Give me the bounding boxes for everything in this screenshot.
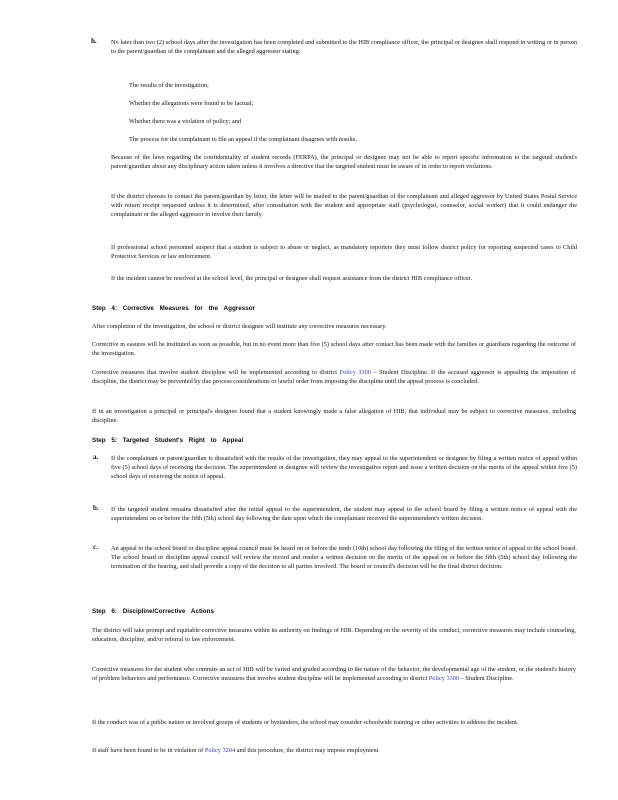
paragraph-text: If the district chooses to contact the parent/guardian by letter, the letter will be mailed to the parent/guardian of the complainant and alleged aggressor by United States Postal Service with return receipt requested unless it is determined, after consultation with the student and appropriate staff (psychologist, counselor, social worker) that it could endanger the complainant or the alleged aggressor to involve their family.	[111, 193, 577, 219]
paragraph-text: If in an investigation a principal or principal's designee found that a student knowingly made a false allegation of HIB, that individual may be subject to corrective measures, including discipline.	[92, 408, 576, 425]
item-marker-h: h.	[91, 37, 97, 45]
paragraph-text: If the complainant or parent/guardian is dissatisfied with the results of the investigation, they may appeal to the superintendent or designee by filing a written notice of appeal within five (5) school days of receiving the decision. The superintendent or designee will review the investigative report and issue a written decision on the merits of the appeal within five (5) school days of receiving the notice of appeal.	[111, 455, 577, 481]
text-run: – Student Discipline. If the accused aggressor is appealing the imposition of discipline, the district may be prevented by due process considerations or lawful order from imposing the discipline until the appeal process is concluded.	[92, 369, 577, 386]
h-incident-paragraph	[111, 274, 577, 283]
bullet-allegations	[111, 99, 253, 108]
text-run: and this procedure, the district may impose employment	[236, 747, 379, 754]
step5-item-a	[111, 454, 577, 481]
paragraph-text: If professional school personnel suspect that a student is subject to abuse or neglect, as mandatory reporters they must follow district policy for reporting suspected cases to Child Protective Services or law enforcement.	[111, 244, 577, 261]
text-run: – Student Discipline.	[460, 675, 514, 683]
h-ferpa-paragraph	[111, 153, 577, 171]
step6-heading: Step 6: Discipline/Corrective Actions	[92, 608, 214, 615]
text-run: If staff have been found to be in violation of	[92, 747, 204, 754]
paragraph-text: An appeal to the school board or discipline appeal council must be heard on or before the tenth (10th) school day following the filing of the written notice of appeal to the school board. The school board or discipline appeal council will review the record and render a written decision on the merits of the appeal on or before the fifth (5th) school day following the termination of the hearing, and shall provide a copy of the decision to all parties involved. The board or council's decision will be the final district decision.	[111, 545, 577, 571]
paragraph-text	[92, 368, 576, 386]
item-marker-b: b.	[93, 504, 99, 512]
item-marker-a: a.	[93, 453, 99, 461]
bullet-text: Whether the allegations were found to be factual;	[129, 100, 254, 107]
h-letter-paragraph	[111, 192, 577, 219]
h-abuse-paragraph	[111, 243, 577, 261]
paragraph-text: Because of the laws regarding the confidentiality of student records (FERPA), the principal or designee may not be able to report specific information to the targeted student's parent/guardian about any disciplinary action taken unless it involves a directive that the targeted student must be aware of in order to report violations.	[111, 154, 577, 171]
policy-3300-link[interactable]: Policy 3300	[428, 675, 460, 683]
step4-p3	[92, 368, 576, 386]
step4-heading: Step 4: Corrective Measures for the Aggressor	[92, 305, 256, 312]
step5-heading: Step 5: Targeted Student's Right to Appeal	[92, 437, 244, 444]
step6-p4	[92, 746, 576, 755]
step4-p2	[92, 340, 576, 358]
bullet-text: The results of the investigation;	[129, 82, 209, 89]
policy-3204-link[interactable]: Policy 3204	[204, 747, 236, 754]
paragraph-text	[92, 665, 576, 683]
paragraph-text: The district will take prompt and equitable corrective measures within its authority on findings of HIB. Depending on the severity of the conduct, corrective measures may include counseling, education, discipline, and/or referral to law enforcement.	[92, 627, 576, 644]
h-intro-text: No later than two (2) school days after the investigation has been completed and submitted to the HIB compliance officer, the principal or designee shall respond in writing or in person to the parent/guardian of the complainant and the alleged aggressor stating:	[111, 39, 577, 56]
step6-p3	[92, 718, 576, 727]
paragraph-text: If the targeted student remains dissatisfied after the initial appeal to the superintendent, the student may appeal to the school board by filing a written notice of appeal with the superintendent on or before the fifth (5th) school day following the date upon which the complainant received the superintendent's written decision.	[111, 506, 577, 523]
step4-p4	[92, 407, 576, 425]
step6-p1	[92, 626, 576, 644]
bullet-text: Whether there was a violation of policy; and	[129, 118, 242, 125]
bullet-appeal-process	[111, 135, 357, 144]
bullet-violation	[111, 117, 241, 126]
paragraph-text	[92, 746, 576, 755]
h-intro	[111, 38, 577, 56]
item-marker-c: c.	[93, 543, 98, 551]
step5-item-c	[111, 544, 577, 571]
step4-p1	[92, 322, 576, 331]
policy-3300-link[interactable]: Policy 3300	[339, 369, 371, 376]
paragraph-text: Corrective m easures will be instituted as soon as possible, but in no event more than five (5) school days after contact has been made with the families or guardians regarding the outcome of the investigation.	[92, 341, 576, 358]
bullet-results	[111, 81, 209, 90]
paragraph-text: If the conduct was of a public nature or involved groups of students or bystanders, the school may consider schoolwide training or other activities to address the incident.	[92, 719, 519, 726]
step5-item-b	[111, 505, 577, 523]
step6-p2	[92, 665, 576, 683]
paragraph-text: After completion of the investigation, the school or district designee will institute any corrective measures necessary.	[92, 323, 387, 330]
paragraph-text: If the incident cannot be resolved at the school level, the principal or designee shall request assistance from the district HIB compliance officer.	[111, 275, 473, 282]
bullet-text: The process for the complainant to file an appeal if the complainant disagrees with results.	[129, 136, 357, 143]
text-run: Corrective measures that involve student discipline will be implemented according to district	[92, 369, 338, 376]
text-run: Corrective measures for the student who commits an act of HIB will be varied and graded according to the nature of the behavior, the developmental age of the student, or the student's history of problem behaviors and performance. Corrective measures that involve student discipline will be implemented according to district	[92, 666, 576, 683]
